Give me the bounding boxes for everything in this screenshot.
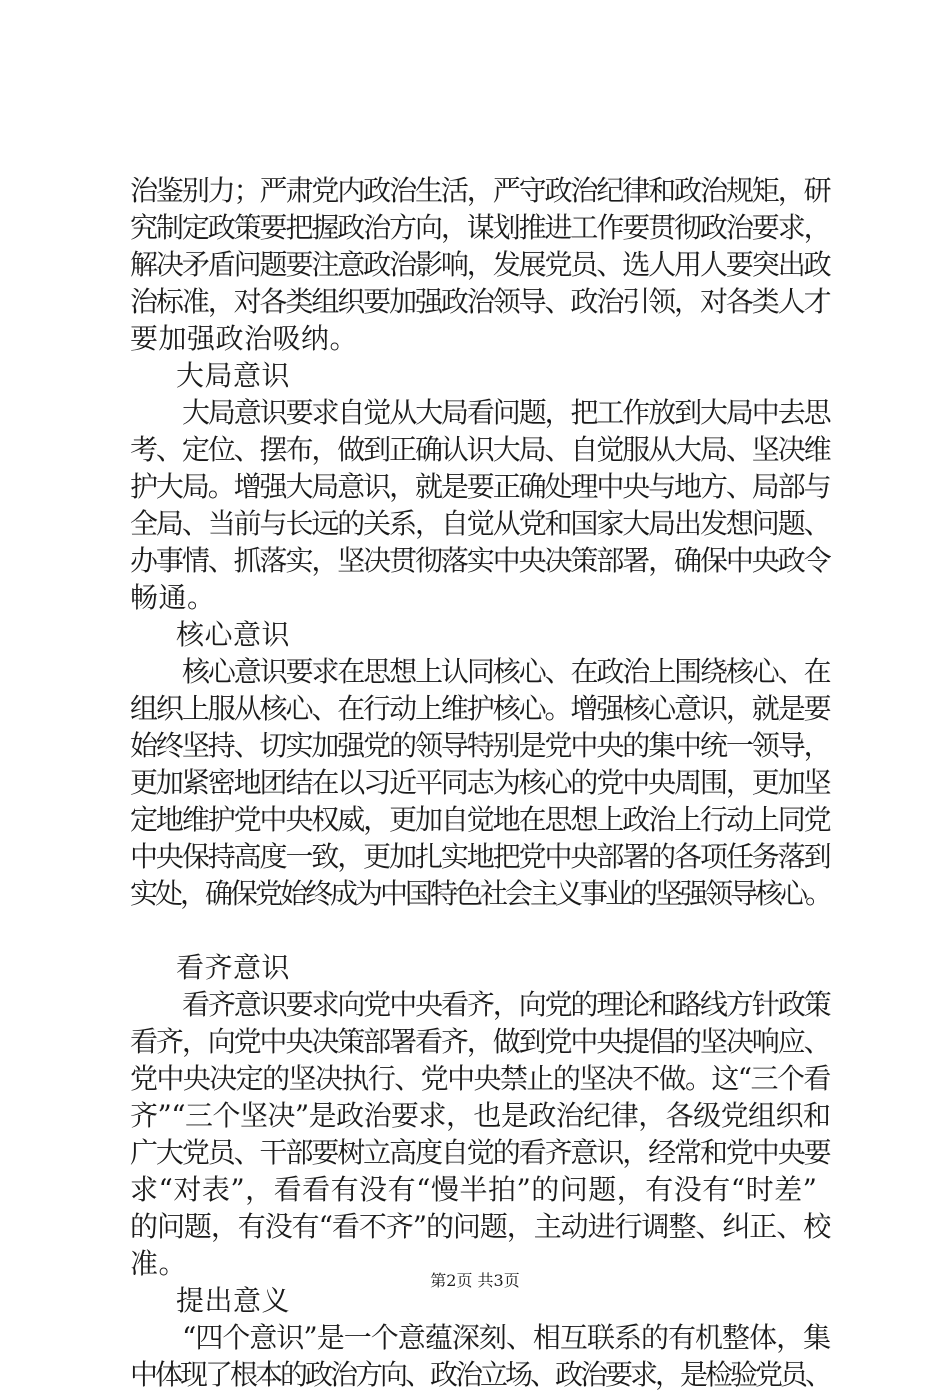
text-line: 治鉴别力；严肃党内政治生活，严守政治纪律和政治规矩，研	[130, 174, 830, 207]
section-heading: 核心意识	[176, 618, 291, 651]
text-line: 看齐，向党中央决策部署看齐，做到党中央提倡的坚决响应、	[130, 1025, 830, 1058]
document-body	[130, 172, 830, 1393]
text-line: 定地维护党中央权威，更加自觉地在思想上政治上行动上同党	[130, 803, 830, 836]
section-heading: 看齐意识	[176, 951, 291, 984]
text-line: 中央保持高度一致，更加扎实地把党中央部署的各项任务落到	[130, 840, 830, 873]
text-line: 要加强政治吸纳。	[130, 322, 359, 355]
text-line: “四个意识”是一个意蕴深刻、相互联系的有机整体，集	[182, 1321, 831, 1354]
text-line: 党中央决定的坚决执行、党中央禁止的坚决不做。这“三个看	[130, 1062, 830, 1095]
text-line: 考、定位、摆布，做到正确认识大局、自觉服从大局、坚决维	[130, 433, 830, 466]
text-line: 全局、当前与长远的关系，自觉从党和国家大局出发想问题、	[130, 507, 830, 540]
text-line: 究制定政策要把握政治方向，谋划推进工作要贯彻政治要求，	[130, 211, 830, 244]
text-line: 齐”“三个坚决”是政治要求，也是政治纪律，各级党组织和	[130, 1099, 831, 1132]
text-line: 大局意识要求自觉从大局看问题，把工作放到大局中去思	[182, 396, 830, 429]
text-line: 看齐意识要求向党中央看齐，向党的理论和路线方针政策	[182, 988, 830, 1021]
text-line: 组织上服从核心、在行动上维护核心。增强核心意识，就是要	[130, 692, 830, 725]
text-line: 护大局。增强大局意识，就是要正确处理中央与地方、局部与	[130, 470, 830, 503]
text-line: 更加紧密地团结在以习近平同志为核心的党中央周围，更加坚	[130, 766, 830, 799]
text-line: 治标准，对各类组织要加强政治领导、政治引领，对各类人才	[130, 285, 830, 318]
text-line: 办事情、抓落实，坚决贯彻落实中央决策部署，确保中央政令	[130, 544, 830, 577]
text-line: 解决矛盾问题要注意政治影响，发展党员、选人用人要突出政	[130, 248, 830, 281]
text-line: 始终坚持、切实加强党的领导特别是党中央的集中统一领导，	[130, 729, 830, 762]
text-line: 实处，确保党始终成为中国特色社会主义事业的坚强领导核心。	[130, 877, 831, 910]
text-line: 中体现了根本的政治方向、政治立场、政治要求，是检验党员、	[130, 1358, 831, 1391]
text-line: 求“对表”，看看有没有“慢半拍”的问题，有没有“时差”	[130, 1173, 818, 1206]
text-line: 畅通。	[130, 581, 216, 614]
section-heading: 提出意义	[176, 1284, 291, 1317]
text-line: 的问题，有没有“看不齐”的问题，主动进行调整、纠正、校	[130, 1210, 831, 1243]
text-line: 广大党员、干部要树立高度自觉的看齐意识，经常和党中央要	[130, 1136, 830, 1169]
page-footer: 第2页 共3页	[430, 1271, 520, 1290]
text-line: 准。	[130, 1247, 188, 1280]
text-line: 核心意识要求在思想上认同核心、在政治上围绕核心、在	[182, 655, 830, 688]
blank-line	[130, 912, 830, 949]
section-heading: 大局意识	[176, 359, 291, 392]
